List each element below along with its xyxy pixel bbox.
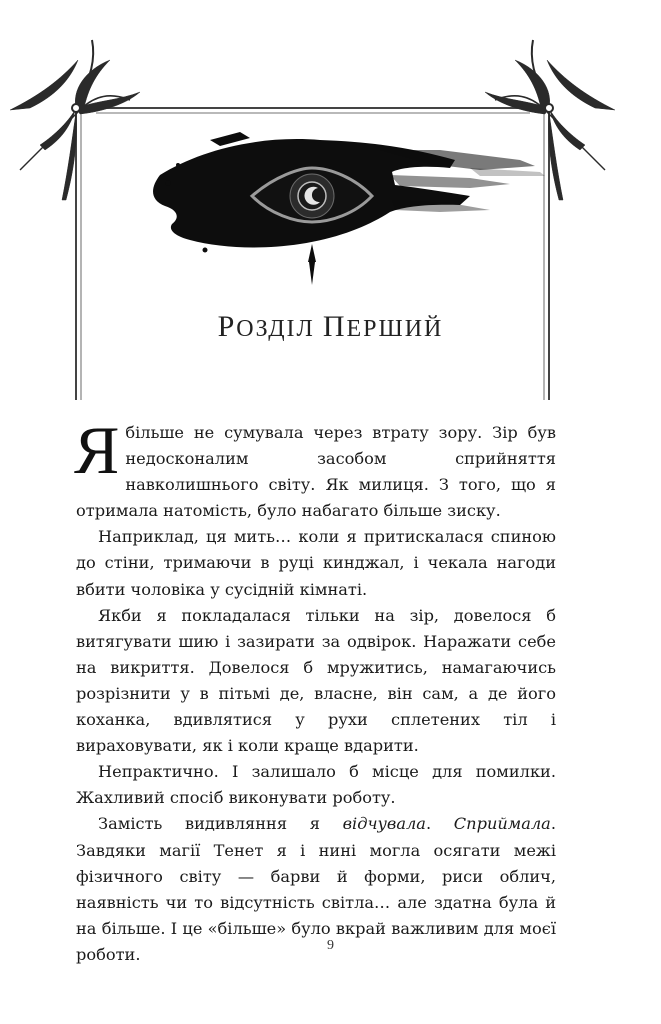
paragraph-5-emphasis-1: відчувала bbox=[342, 814, 426, 834]
paragraph-3: Якби я покладалася тільки на зір, довелося б витягувати шию і зазирати за одвірок. Наражати себе на викриття. Довелося б мружитись, намагаючись розрізнити у в пітьмі де, власне, він сам, а де його коханка, вдивлятися у рухи сплетених тіл і вираховувати, як і коли краще вдарити. bbox=[76, 605, 556, 756]
chapter-title-letter-2: П bbox=[322, 310, 347, 343]
chapter-title-rest-2: ЕРШИЙ bbox=[346, 316, 444, 342]
paragraph-1-text: більше не сумувала через втрату зору. Зір був недосконалим засобом сприйняття навколишнього світу. Як милиця. З того, що я отримала натомість, було набагато більше зиску. bbox=[76, 423, 556, 521]
chapter-body bbox=[74, 412, 556, 968]
chapter-title bbox=[0, 310, 661, 344]
paragraph-1 bbox=[74, 412, 556, 524]
paragraph-5-b: . bbox=[425, 814, 454, 834]
drop-cap: Я bbox=[74, 412, 120, 488]
page-number: 9 bbox=[327, 938, 334, 953]
paragraph-5-emphasis-2: Сприймала bbox=[453, 814, 551, 834]
paragraph-5-a: Замість видивляння я bbox=[98, 814, 343, 834]
chapter-title-rest-1: ОЗДІЛ bbox=[236, 316, 323, 342]
paragraph-2: Наприклад, ця мить… коли я притискалася спиною до стіни, тримаючи в руці кинджал, і чекала нагоди вбити чоловіка у сусідній кімнаті. bbox=[76, 527, 556, 599]
paragraph-4: Непрактично. І залишало б місце для помилки. Жахливий спосіб виконувати роботу. bbox=[76, 762, 556, 808]
chapter-title-letter-1: Р bbox=[217, 310, 237, 343]
paragraph-5-c: . Завдяки магії Тенет я і нині могла осягати межі фізичного світу — барви й форми, риси облич, наявність чи то відсутність світла… але здатна була й на більше. І це «більше» було вкрай важливим для моєї роботи. bbox=[76, 814, 556, 964]
chapter-header-ornament bbox=[0, 0, 661, 420]
